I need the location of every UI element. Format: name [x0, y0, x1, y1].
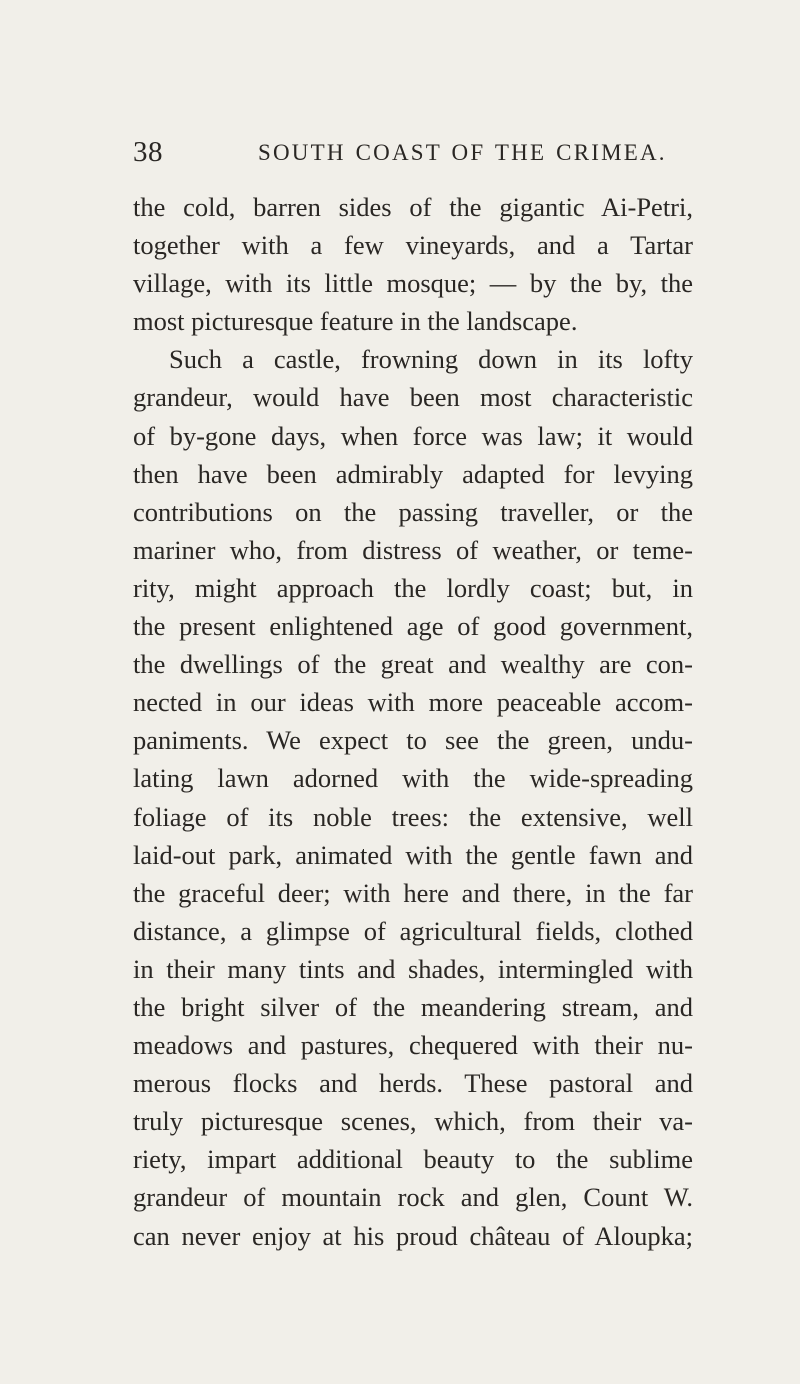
text-line: riety, impart additional beauty to the sublime: [133, 1144, 693, 1175]
text-line: then have been admirably adapted for levying: [133, 458, 693, 489]
text-line: meadows and pastures, chequered with their nu-: [133, 1030, 693, 1061]
text-line: paniments. We expect to see the green, undu-: [133, 725, 693, 756]
running-head: [133, 136, 680, 176]
text-line: can never enjoy at his proud château of Aloupka;: [133, 1220, 693, 1251]
text-line: nected in our ideas with more peaceable accom-: [133, 687, 693, 718]
text-line: the dwellings of the great and wealthy are con-: [133, 649, 693, 680]
paragraph-start-line: Such a castle, frowning down in its lofty: [169, 344, 693, 375]
page-number: 38: [133, 136, 163, 168]
text-line: truly picturesque scenes, which, from their va-: [133, 1106, 693, 1137]
text-line: mariner who, from distress of weather, or teme-: [133, 534, 693, 565]
text-line: of by-gone days, when force was law; it would: [133, 420, 693, 451]
text-line: laid-out park, animated with the gentle fawn and: [133, 839, 693, 870]
text-line: grandeur, would have been most characteristic: [133, 382, 693, 413]
text-line: foliage of its noble trees: the extensive, well: [133, 801, 693, 832]
text-line: the bright silver of the meandering stream, and: [133, 991, 693, 1022]
text-line: most picturesque feature in the landscape.: [133, 306, 578, 337]
text-line: rity, might approach the lordly coast; but, in: [133, 572, 693, 603]
body-text: [133, 188, 693, 1255]
text-line: grandeur of mountain rock and glen, Count W.: [133, 1182, 693, 1213]
text-line: lating lawn adorned with the wide-spreading: [133, 763, 693, 794]
text-line: the graceful deer; with here and there, in the far: [133, 877, 693, 908]
text-line: contributions on the passing traveller, or the: [133, 496, 693, 527]
text-line: village, with its little mosque; — by the by, the: [133, 268, 693, 299]
text-line: the present enlightened age of good government,: [133, 611, 693, 642]
running-title: SOUTH COAST OF THE CRIMEA.: [258, 140, 667, 165]
text-line: distance, a glimpse of agricultural fields, clothed: [133, 915, 693, 946]
text-line: together with a few vineyards, and a Tartar: [133, 230, 693, 261]
text-line: merous flocks and herds. These pastoral and: [133, 1068, 693, 1099]
text-line: the cold, barren sides of the gigantic Ai-Petri,: [133, 192, 693, 222]
text-line: in their many tints and shades, intermingled with: [133, 953, 693, 984]
